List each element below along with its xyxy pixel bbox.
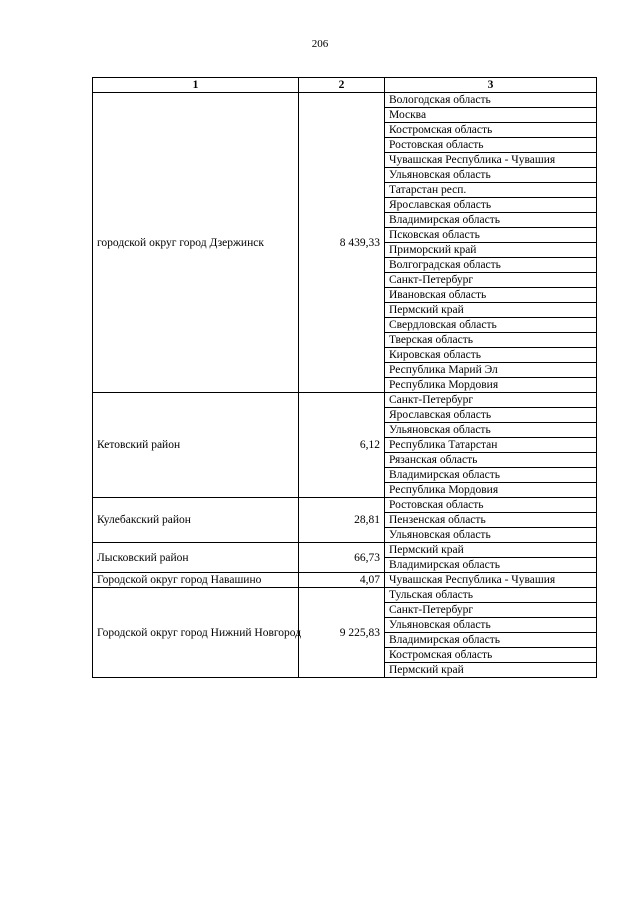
region-cell: Ростовская область: [385, 498, 597, 513]
table-body: [93, 93, 597, 678]
region-cell: Рязанская область: [385, 453, 597, 468]
column-header-1: 1: [93, 78, 299, 93]
region-cell: Ульяновская область: [385, 618, 597, 633]
region-cell: Ивановская область: [385, 288, 597, 303]
region-cell: Ульяновская область: [385, 528, 597, 543]
municipality-cell: городской округ город Дзержинск: [93, 93, 299, 393]
municipality-cell: Городской округ город Нижний Новгород: [93, 588, 299, 678]
table-row: [93, 393, 597, 408]
region-cell: Республика Татарстан: [385, 438, 597, 453]
region-cell: Волгоградская область: [385, 258, 597, 273]
header-row: [93, 78, 597, 93]
region-cell: Свердловская область: [385, 318, 597, 333]
amount-cell: 8 439,33: [299, 93, 385, 393]
region-cell: Пермский край: [385, 303, 597, 318]
region-cell: Республика Мордовия: [385, 483, 597, 498]
region-cell: Ярославская область: [385, 408, 597, 423]
region-cell: Татарстан респ.: [385, 183, 597, 198]
municipality-cell: Кулебакский район: [93, 498, 299, 543]
region-cell: Приморский край: [385, 243, 597, 258]
region-cell: Санкт-Петербург: [385, 393, 597, 408]
page-number: 206: [311, 38, 329, 50]
region-cell: Санкт-Петербург: [385, 603, 597, 618]
region-cell: Псковская область: [385, 228, 597, 243]
table-row: [93, 93, 597, 108]
region-cell: Санкт-Петербург: [385, 273, 597, 288]
region-cell: Костромская область: [385, 648, 597, 663]
amount-cell: 66,73: [299, 543, 385, 573]
municipality-cell: Городской округ город Навашино: [93, 573, 299, 588]
table-row: [93, 498, 597, 513]
region-cell: Тульская область: [385, 588, 597, 603]
region-cell: Владимирская область: [385, 468, 597, 483]
region-cell: Ульяновская область: [385, 423, 597, 438]
region-cell: Чувашская Республика - Чувашия: [385, 573, 597, 588]
region-cell: Пензенская область: [385, 513, 597, 528]
region-cell: Кировская область: [385, 348, 597, 363]
region-cell: Республика Мордовия: [385, 378, 597, 393]
region-cell: Пермский край: [385, 543, 597, 558]
amount-cell: 6,12: [299, 393, 385, 498]
amount-cell: 9 225,83: [299, 588, 385, 678]
region-cell: Ульяновская область: [385, 168, 597, 183]
municipality-cell: Кетовский район: [93, 393, 299, 498]
column-header-2: 2: [299, 78, 385, 93]
region-cell: Ростовская область: [385, 138, 597, 153]
region-cell: Владимирская область: [385, 213, 597, 228]
table-header: [93, 78, 597, 93]
region-cell: Пермский край: [385, 663, 597, 678]
amount-cell: 4,07: [299, 573, 385, 588]
column-header-3: 3: [385, 78, 597, 93]
region-cell: Ярославская область: [385, 198, 597, 213]
region-cell: Владимирская область: [385, 633, 597, 648]
region-cell: Вологодская область: [385, 93, 597, 108]
data-table: [92, 77, 597, 678]
table-row: [93, 573, 597, 588]
region-cell: Чувашская Республика - Чувашия: [385, 153, 597, 168]
amount-cell: 28,81: [299, 498, 385, 543]
region-cell: Владимирская область: [385, 558, 597, 573]
region-cell: Республика Марий Эл: [385, 363, 597, 378]
region-cell: Тверская область: [385, 333, 597, 348]
region-cell: Москва: [385, 108, 597, 123]
table-row: [93, 588, 597, 603]
region-cell: Костромская область: [385, 123, 597, 138]
table-row: [93, 543, 597, 558]
municipality-cell: Лысковский район: [93, 543, 299, 573]
